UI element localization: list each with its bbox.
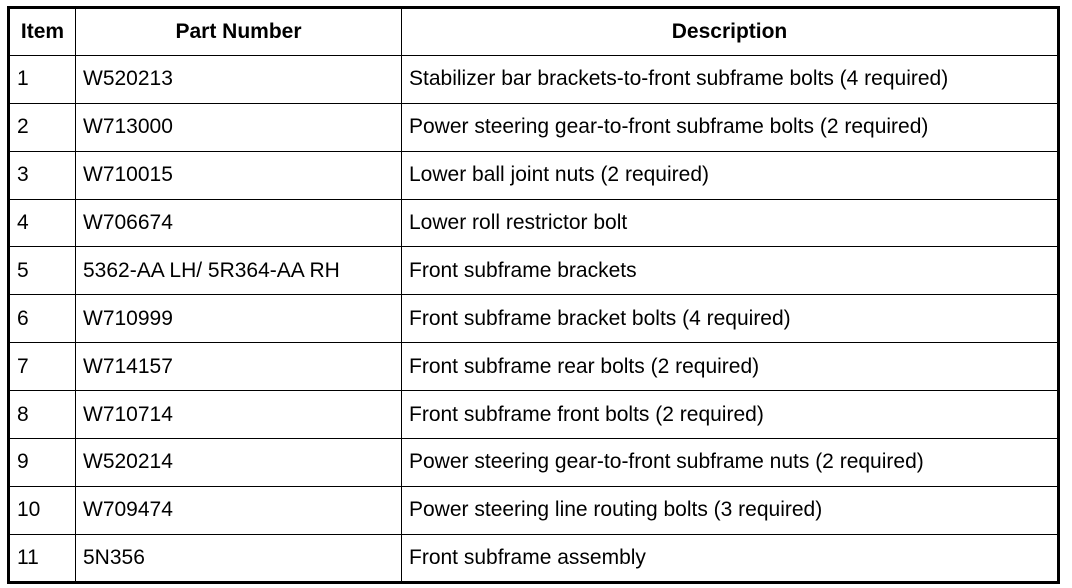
cell-item: 4 xyxy=(9,199,76,247)
table-body xyxy=(9,55,1059,582)
cell-item: 5 xyxy=(9,247,76,295)
table-row xyxy=(9,439,1059,487)
cell-item: 7 xyxy=(9,343,76,391)
cell-item: 8 xyxy=(9,391,76,439)
cell-part-number: W520214 xyxy=(76,439,402,487)
table-row xyxy=(9,534,1059,582)
table-row xyxy=(9,391,1059,439)
cell-part-number: 5362-AA LH/ 5R364-AA RH xyxy=(76,247,402,295)
cell-description: Stabilizer bar brackets-to-front subframe bolts (4 required) xyxy=(402,55,1059,103)
table-row xyxy=(9,343,1059,391)
cell-description: Front subframe front bolts (2 required) xyxy=(402,391,1059,439)
cell-description: Front subframe bracket bolts (4 required) xyxy=(402,295,1059,343)
cell-part-number: 5N356 xyxy=(76,534,402,582)
cell-item: 1 xyxy=(9,55,76,103)
header-description: Description xyxy=(402,8,1059,56)
cell-description: Front subframe assembly xyxy=(402,534,1059,582)
cell-description: Front subframe rear bolts (2 required) xyxy=(402,343,1059,391)
cell-part-number: W706674 xyxy=(76,199,402,247)
header-part-number: Part Number xyxy=(76,8,402,56)
cell-item: 3 xyxy=(9,151,76,199)
header-item: Item xyxy=(9,8,76,56)
table-row xyxy=(9,199,1059,247)
cell-item: 6 xyxy=(9,295,76,343)
cell-part-number: W710015 xyxy=(76,151,402,199)
table-row xyxy=(9,103,1059,151)
cell-description: Front subframe brackets xyxy=(402,247,1059,295)
cell-part-number: W520213 xyxy=(76,55,402,103)
cell-description: Power steering gear-to-front subframe nuts (2 required) xyxy=(402,439,1059,487)
cell-item: 9 xyxy=(9,439,76,487)
cell-item: 11 xyxy=(9,534,76,582)
cell-description: Lower ball joint nuts (2 required) xyxy=(402,151,1059,199)
cell-part-number: W710714 xyxy=(76,391,402,439)
cell-description: Power steering gear-to-front subframe bolts (2 required) xyxy=(402,103,1059,151)
cell-part-number: W714157 xyxy=(76,343,402,391)
cell-item: 2 xyxy=(9,103,76,151)
cell-part-number: W710999 xyxy=(76,295,402,343)
cell-description: Power steering line routing bolts (3 required) xyxy=(402,486,1059,534)
cell-part-number: W713000 xyxy=(76,103,402,151)
table-row xyxy=(9,295,1059,343)
table-row xyxy=(9,55,1059,103)
cell-description: Lower roll restrictor bolt xyxy=(402,199,1059,247)
parts-table xyxy=(7,6,1060,584)
table-header-row xyxy=(9,8,1059,56)
table-row xyxy=(9,151,1059,199)
table-row xyxy=(9,486,1059,534)
cell-part-number: W709474 xyxy=(76,486,402,534)
cell-item: 10 xyxy=(9,486,76,534)
table-row xyxy=(9,247,1059,295)
